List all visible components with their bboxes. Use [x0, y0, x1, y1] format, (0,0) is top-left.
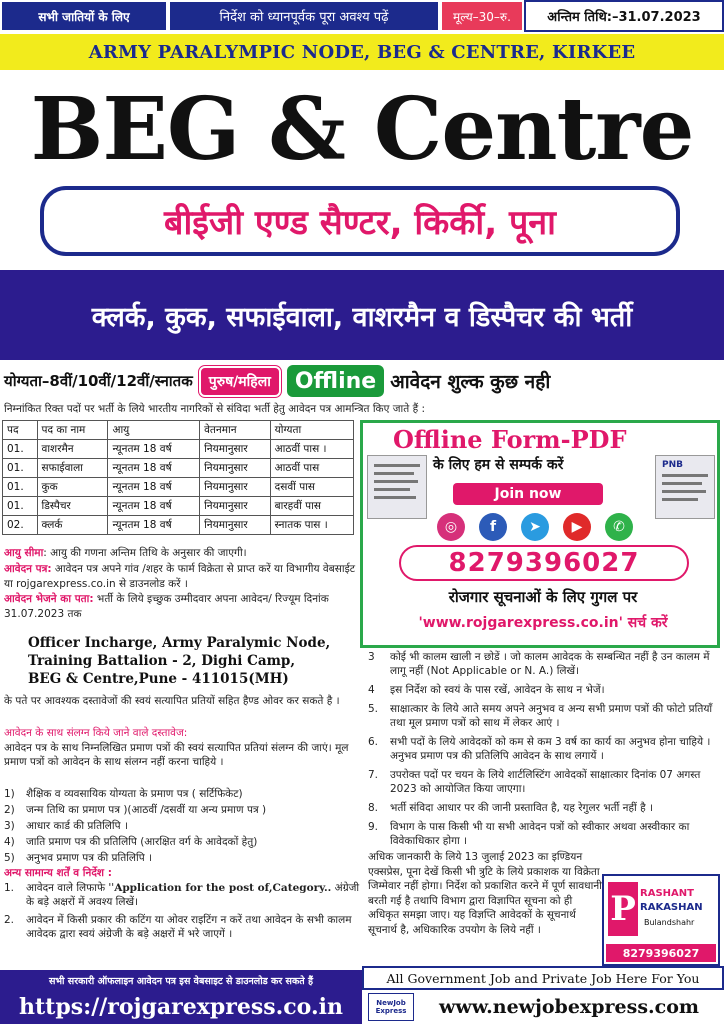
list-item: 9. विभाग के पास किसी भी या सभी आवेदन पत्रों को स्वीकार अथवा अस्वीकार का विवेकाधिकार होगा ।	[368, 821, 690, 847]
youtube-icon[interactable]: ▶	[563, 513, 591, 541]
footer-right-block	[362, 990, 724, 1024]
vacancy-title: क्लर्क, कुक, सफाईवाला, वाशरमैन व डिस्पैचर की भर्ती	[91, 301, 633, 333]
footer-right-url[interactable]: www.newjobexpress.com	[438, 996, 700, 1018]
documents-section	[4, 726, 360, 770]
ad-phone-number[interactable]: 8279396027	[399, 545, 689, 581]
list-item: 2. आवेदन में किसी प्रकार की कटिंग या ओवर राइटिंग न करें तथा आवेदन के सभी कालम आवेदक द्वारा स्वयं अंग्रेजी के बड़े अक्षरों में भरे जाएगें ।	[4, 913, 352, 940]
table-cell: आठवीं पास	[270, 459, 353, 478]
documents-intro: आवेदन पत्र के साथ निम्नलिखित प्रमाण पत्रों की स्वयं सत्यापित प्रतियां संलग्न की जाएं। मूल प्रमाण पत्रों को आवेदन के साथ संलग्न नहीं करना चाहिये ।	[4, 741, 349, 768]
publisher-phone[interactable]: 8279396027	[606, 944, 716, 962]
offline-form-ad[interactable]	[360, 420, 720, 648]
list-item: 3 कोई भी कालम खाली न छोडें । जो कालम आवेदक के सम्बन्धित नहीं है उन कालम में लागू नहीं (Not Applicable or N. A.) लिखें।	[368, 651, 710, 677]
list-item: 6. सभी पदों के लिये आवेदकों को कम से कम 3 वर्ष का कार्य का अनुभव होना चाहिये । अनुभव प्रमाण पत्र की प्रतिलिपि आवेदन के साथ लगायें ।	[368, 736, 711, 762]
instruction-label: निर्देश को ध्यानपूर्वक पूरा अवश्य पढ़ें	[168, 0, 440, 32]
age-limit-label: आयु सीमा	[4, 547, 44, 559]
table-cell: दसवीं पास	[270, 478, 353, 497]
send-address-text: भर्ती के लिये इच्छुक उम्मीदवार अपना आवेदन/ रिज्यूम दिनांक 31.07.2023 तक	[4, 593, 329, 620]
table-cell: स्नातक पास ।	[270, 516, 353, 535]
list-item: 8. भर्ती संविदा आधार पर की जानी प्रस्तावित है, यह रेगुलर भर्ती नहीं है ।	[368, 802, 653, 814]
table-cell: न्यूनतम 18 वर्ष	[108, 440, 200, 459]
hindi-title-box	[40, 186, 680, 256]
intro-text: निम्नांकित रिक्त पदों पर भर्ती के लिये भारतीय नागरिकों से संविदा भर्ती हेतु आवेदन पत्र आमन्त्रित किए जाते हैं :	[4, 403, 426, 415]
table-cell: वाशरमैन	[37, 440, 108, 459]
list-item: 5) अनुभव प्रमाण पत्र की प्रतिलिपि ।	[4, 852, 153, 864]
table-cell: सफाईवाला	[37, 459, 108, 478]
send-address-label: आवेदन भेजने का पता:	[4, 593, 94, 605]
ad-subheading: के लिए हम से सम्पर्क करें	[433, 457, 564, 473]
qualification-row	[0, 362, 724, 400]
social-icons	[415, 513, 655, 543]
right-terms-list	[368, 650, 718, 853]
table-cell: नियमानुसार	[200, 440, 271, 459]
list-item: 2) जन्म तिथि का प्रमाण पत्र )(आठवीं /दसवीं या अन्य प्रमाण पत्र )	[4, 804, 267, 816]
org-band	[0, 34, 724, 70]
publisher-name-1: RASHANT	[640, 888, 694, 899]
table-cell: कुक	[37, 478, 108, 497]
publisher-name-2: RAKASHAN	[640, 902, 703, 913]
documents-title: आवेदन के साथ संलग्न किये जाने वाले दस्तावेज:	[4, 727, 188, 739]
telegram-icon[interactable]: ➤	[521, 513, 549, 541]
vacancy-band	[0, 270, 724, 360]
whatsapp-icon[interactable]: ✆	[605, 513, 633, 541]
address-line-3: BEG & Centre,Pune - 411015(MH)	[28, 671, 289, 687]
footer-left-url[interactable]: https://rojgarexpress.co.in	[0, 990, 362, 1024]
offline-badge: Offline	[287, 365, 384, 397]
table-cell: 01.	[3, 459, 38, 478]
table-cell: न्यूनतम 18 वर्ष	[108, 497, 200, 516]
table-row	[3, 516, 354, 535]
price-label: मूल्य–30–रु.	[440, 0, 524, 32]
table-row	[3, 440, 354, 459]
list-item: 7. उपरोक्त पदों पर चयन के लिये शार्टलिस्टिंग आवेदकों साक्षात्कार दिनांक 07 अगस्त 2023 को आयोजित किया जाएगा।	[368, 769, 701, 795]
qualification-text: योग्यता–8वीं/10वीं/12वीं/स्नातक	[4, 372, 193, 390]
big-title-block	[0, 70, 724, 188]
table-row	[3, 459, 354, 478]
table-cell: न्यूनतम 18 वर्ष	[108, 478, 200, 497]
table-cell: 01.	[3, 497, 38, 516]
age-limit-paragraph	[4, 546, 360, 561]
general-terms-section	[4, 866, 360, 942]
list-item: 1) शैक्षिक व व्यवसायिक योग्यता के प्रमाण पत्र ( सर्टिफिकेट)	[4, 788, 243, 800]
table-cell: 01.	[3, 478, 38, 497]
table-cell: न्यूनतम 18 वर्ष	[108, 516, 200, 535]
table-header-cell: योग्यता	[270, 421, 353, 440]
newspaper-image	[367, 455, 427, 519]
footer-right-note: All Government Job and Private Job Here For You	[362, 966, 724, 990]
table-cell: नियमानुसार	[200, 459, 271, 478]
table-row	[3, 497, 354, 516]
instagram-icon[interactable]: ◎	[437, 513, 465, 541]
disclaimer-text: अधिक जानकारी के लिये 13 जुलाई 2023 का इण्डियन एक्सप्रेस, पूना देखें किसी भी त्रुटि के लिये प्रकाशक या विक्रेता जिम्मेवार नहीं होगा। निर्देश को प्रकाशित करने में पूर्ण सावधानी बरती गई है तथापि विभाग द्वारा विज्ञापित सूचना को ही अधिकृत समझा जाए। यह विज्ञप्ति आवेदकों के सूचनार्थ सूचनार्थ है, अधिकारिक उपयोग के लिये नहीं ।	[368, 851, 602, 936]
join-now-button[interactable]: Join now	[453, 483, 603, 505]
table-cell: आठवीं पास ।	[270, 440, 353, 459]
table-cell: 01.	[3, 440, 38, 459]
publisher-logo-letter: P	[608, 882, 638, 936]
postal-address	[28, 634, 368, 688]
table-cell: क्लर्क	[37, 516, 108, 535]
age-limit-text: : आयु की गणना अन्तिम तिथि के अनुसार की जाएगी।	[43, 547, 247, 559]
list-item: 5. साक्षात्कार के लिये आते समय अपने अनुभव व अन्य सभी प्रमाण पत्रों की फोटो प्रतियाँ तथा मूल प्रमाण पत्रों को साथ में लेकर आएं ।	[368, 703, 713, 729]
table-header-cell: पद	[3, 421, 38, 440]
publisher-city: Bulandshahr	[644, 918, 695, 927]
fee-text: आवेदन शुल्क कुछ नही	[390, 371, 551, 393]
table-row	[3, 478, 354, 497]
list-item: 3) आधार कार्ड की प्रतिलिपि ।	[4, 820, 128, 832]
table-header-row	[3, 421, 354, 440]
table-header-cell: आयु	[108, 421, 200, 440]
facebook-icon[interactable]: f	[479, 513, 507, 541]
documents-list	[4, 786, 360, 866]
footer-left-note: सभी सरकारी ऑफलाइन आवेदन पत्र इस वेबसाइट से डाउनलोड कर सकते हैं	[0, 970, 362, 990]
ad-line-2[interactable]: 'www.rojgarexpress.co.in' सर्च करें	[418, 615, 668, 631]
hindi-title: बीईजी एण्ड सैण्टर, किर्की, पूना	[164, 203, 556, 243]
table-cell: बारहवीं पास	[270, 497, 353, 516]
table-cell: नियमानुसार	[200, 478, 271, 497]
list-item: 1. आवेदन वाले लिफाफे ''Application for the post of,Category.. अंग्रेजी के बड़े अक्षरों में अवश्य लिखें।	[4, 881, 360, 908]
after-address-text: के पते पर आवश्यक दस्तावेजों की स्वयं सत्यापित प्रतियों सहित हैण्ड ओवर कर सकते है ।	[4, 695, 340, 707]
org-line: ARMY PARALYMPIC NODE, BEG & CENTRE, KIRKEE	[88, 41, 636, 63]
newspaper-label: PNB	[662, 460, 683, 470]
form-text: आवेदन पत्र अपने गांव /शहर के फार्म विक्रेता से प्राप्त करें या विभागीय वेबसाईट या rojgarexpress.co.in से डाउनलोड करें ।	[4, 563, 356, 590]
form-label: आवेदन पत्र:	[4, 563, 52, 575]
table-cell: नियमानुसार	[200, 497, 271, 516]
for-all-castes-label: सभी जातियों के लिए	[0, 0, 168, 32]
table-header-cell: पद का नाम	[37, 421, 108, 440]
address-line-1: Officer Incharge, Army Paralymic Node,	[28, 635, 331, 651]
table-header-cell: वेतनमान	[200, 421, 271, 440]
top-strip	[0, 0, 724, 34]
table-cell: नियमानुसार	[200, 516, 271, 535]
general-terms-title: अन्य सामान्य शर्तें व निर्देश :	[4, 867, 112, 879]
table-cell: न्यूनतम 18 वर्ष	[108, 459, 200, 478]
ad-heading: Offline Form-PDF	[393, 425, 627, 454]
ad-line-1: रोजगार सूचनाओं के लिए गुगल पर	[448, 588, 638, 606]
form-paragraph	[4, 562, 360, 591]
last-date-label: अन्तिम तिथि:–31.07.2023	[524, 0, 724, 32]
post-table	[2, 420, 354, 535]
publisher-logo	[602, 874, 720, 966]
send-address-paragraph	[4, 592, 360, 621]
table-cell: 02.	[3, 516, 38, 535]
table-cell: डिस्पैचर	[37, 497, 108, 516]
gender-badge: पुरुष/महिला	[199, 366, 281, 397]
newspaper-image	[655, 455, 715, 519]
list-item: 4 इस निर्देश को स्वयं के पास रखें, आवेदन के साथ न भेजें।	[368, 684, 605, 696]
big-title: BEG & Centre	[30, 78, 694, 180]
newjob-logo: NewJob Express	[368, 993, 414, 1021]
list-item: 4) जाति प्रमाण पत्र की प्रतिलिपि (आरक्षित वर्ग के आवेदकों हेतु)	[4, 836, 258, 848]
address-line-2: Training Battalion - 2, Dighi Camp,	[28, 653, 296, 669]
